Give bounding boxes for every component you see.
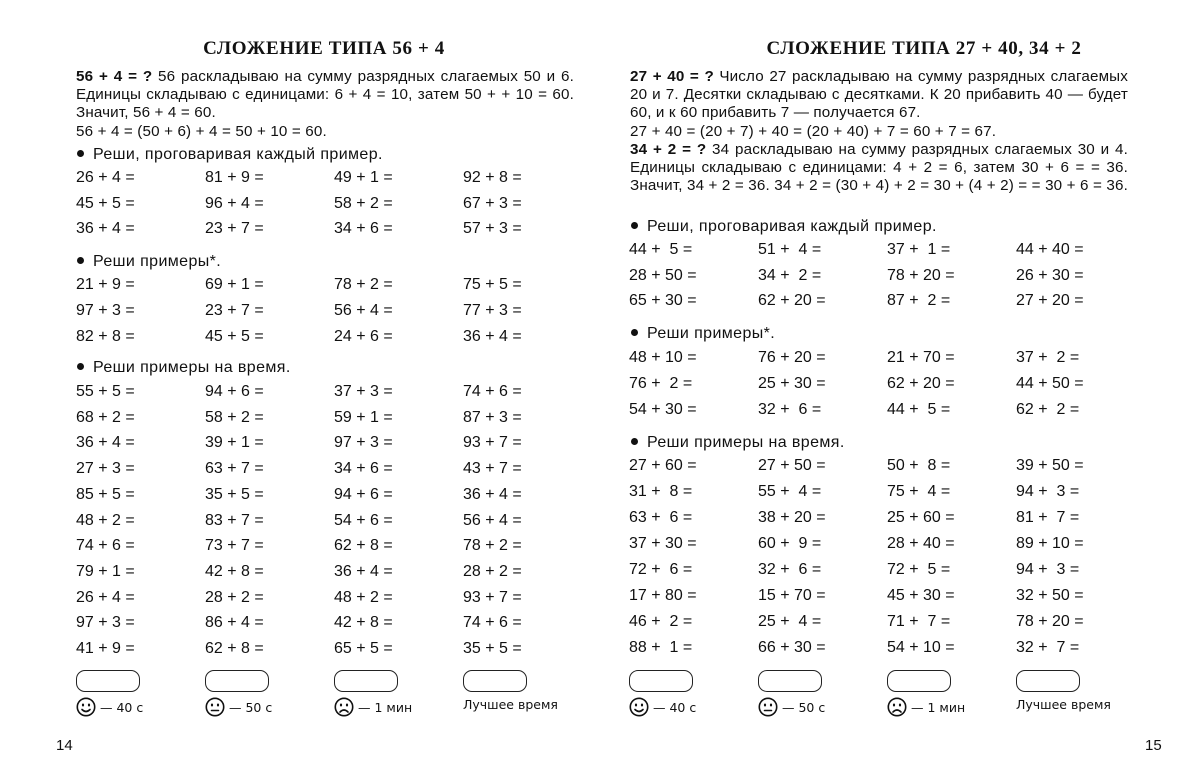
- exercise: 27 + 50 =: [758, 457, 826, 474]
- exercise: 93 + 7 =: [463, 588, 522, 606]
- exercise-row: [600, 267, 1200, 291]
- exercise: 75 + 5 =: [463, 276, 522, 293]
- time-record-box[interactable]: [205, 670, 269, 692]
- exercise: 96 + 4 =: [205, 194, 264, 212]
- task-heading: [77, 253, 221, 271]
- exercise-row: [0, 302, 600, 326]
- exercise: 21 + 9 =: [76, 276, 135, 293]
- exercise: 67 + 3 =: [463, 194, 522, 212]
- time-record-box[interactable]: [463, 670, 527, 692]
- exercise: 32 + 6 =: [758, 561, 822, 578]
- exercise: 36 + 4 =: [463, 328, 522, 345]
- exercise: 32 + 6 =: [758, 401, 822, 418]
- exercise: 45 + 30 =: [887, 587, 955, 604]
- exercise: 23 + 7 =: [205, 220, 264, 237]
- page-right: [600, 0, 1200, 778]
- exercise: 36 + 4 =: [76, 220, 135, 237]
- exercise: 62 + 8 =: [334, 537, 393, 555]
- intro-paragraph: [630, 141, 1128, 196]
- exercise-row: [0, 434, 600, 458]
- exercise-row: [0, 589, 600, 613]
- exercise-row: [600, 401, 1200, 425]
- exercise: 94 + 3 =: [1016, 483, 1080, 500]
- smiley-neutral-icon: [205, 697, 229, 717]
- exercise: 36 + 4 =: [76, 434, 135, 452]
- intro-paragraph: [630, 68, 1128, 123]
- exercise: 78 + 20 =: [887, 266, 955, 284]
- exercise: 63 + 6 =: [629, 509, 693, 526]
- example-expression: 56 + 4 = ?: [76, 68, 153, 85]
- exercise: 73 + 7 =: [205, 537, 264, 555]
- exercise: 97 + 3 =: [76, 614, 135, 632]
- time-legend-label: — 50 с: [782, 699, 826, 715]
- exercise: 21 + 70 =: [887, 349, 955, 366]
- time-legend: [887, 697, 965, 717]
- intro-paragraph: [76, 68, 574, 123]
- exercise: 72 + 5 =: [887, 561, 951, 578]
- exercise-row: [0, 276, 600, 300]
- time-record-box[interactable]: [334, 670, 398, 692]
- exercise: 85 + 5 =: [76, 485, 135, 503]
- time-legend: [1016, 697, 1111, 712]
- exercise: 28 + 2 =: [205, 588, 264, 606]
- task-heading: [77, 359, 291, 377]
- intro-paragraph: [630, 123, 1128, 141]
- time-legend-label: — 50 с: [229, 699, 273, 715]
- exercise: 97 + 3 =: [76, 302, 135, 319]
- explanation-text: 56 + 4 = (50 + 6) + 4 = 50 + 10 = 60.: [76, 122, 327, 140]
- exercise: 55 + 5 =: [76, 383, 135, 400]
- exercise: 54 + 10 =: [887, 639, 955, 656]
- exercise: 59 + 1 =: [334, 408, 393, 426]
- bullet-icon: [631, 222, 638, 229]
- intro-paragraph: [76, 123, 574, 141]
- exercise: 65 + 5 =: [334, 640, 393, 657]
- exercise: 62 + 20 =: [758, 292, 826, 309]
- exercise: 87 + 3 =: [463, 408, 522, 426]
- exercise: 83 + 7 =: [205, 511, 264, 529]
- exercise-row: [0, 640, 600, 664]
- exercise: 79 + 1 =: [76, 562, 135, 580]
- task-heading: [631, 434, 845, 452]
- time-legend-label: — 1 мин: [358, 699, 413, 715]
- time-legend: [76, 697, 143, 717]
- time-record-box[interactable]: [887, 670, 951, 692]
- example-expression: 34 + 2 = ?: [630, 140, 707, 158]
- time-legend: [463, 697, 558, 712]
- exercise: 27 + 20 =: [1016, 292, 1084, 309]
- page-number: 14: [56, 737, 73, 754]
- exercise-row: [600, 639, 1200, 663]
- explanation-text: 27 + 40 = (20 + 7) + 40 = (20 + 40) + 7 = 60 + 7 = 67.: [630, 122, 997, 140]
- exercise: 81 + 7 =: [1016, 509, 1080, 526]
- page-number: 15: [1145, 737, 1162, 754]
- exercise: 15 + 70 =: [758, 587, 826, 604]
- smiley-sad-icon: [334, 697, 358, 717]
- exercise: 68 + 2 =: [76, 408, 135, 426]
- exercise-row: [0, 169, 600, 193]
- exercise: 27 + 60 =: [629, 457, 697, 474]
- exercise: 26 + 30 =: [1016, 266, 1084, 284]
- task-heading: [77, 146, 383, 164]
- exercise: 62 + 20 =: [887, 375, 955, 392]
- exercise: 34 + 2 =: [758, 266, 822, 284]
- exercise: 60 + 9 =: [758, 535, 822, 552]
- exercise: 37 + 2 =: [1016, 349, 1080, 366]
- time-legend: [205, 697, 272, 717]
- exercise: 17 + 80 =: [629, 587, 697, 604]
- exercise: 94 + 6 =: [334, 485, 393, 503]
- exercise: 81 + 9 =: [205, 169, 264, 186]
- task-heading-label: Реши примеры*.: [93, 253, 222, 270]
- exercise-row: [0, 512, 600, 536]
- exercise: 63 + 7 =: [205, 460, 264, 478]
- exercise: 94 + 3 =: [1016, 561, 1080, 578]
- page-title: СЛОЖЕНИЕ ТИПА 56 + 4: [203, 38, 445, 59]
- exercise: 32 + 50 =: [1016, 587, 1084, 604]
- exercise: 41 + 9 =: [76, 640, 135, 657]
- exercise-row: [600, 375, 1200, 399]
- time-legend-label: — 40 с: [100, 699, 144, 715]
- time-legend-label: — 1 мин: [911, 699, 966, 715]
- intro-explanation: [76, 68, 574, 141]
- exercise: 39 + 50 =: [1016, 457, 1084, 474]
- exercise: 54 + 30 =: [629, 401, 697, 418]
- exercise: 42 + 8 =: [334, 614, 393, 632]
- exercise: 51 + 4 =: [758, 241, 822, 258]
- exercise: 31 + 8 =: [629, 483, 693, 500]
- bullet-icon: [77, 257, 84, 264]
- time-record-box[interactable]: [629, 670, 693, 692]
- exercise: 42 + 8 =: [205, 562, 264, 580]
- task-heading-label: Реши примеры*.: [647, 325, 776, 342]
- exercise-row: [0, 486, 600, 510]
- exercise: 71 + 7 =: [887, 613, 951, 630]
- smiley-happy-icon: [76, 697, 100, 717]
- exercise: 37 + 30 =: [629, 535, 697, 552]
- exercise-row: [0, 195, 600, 219]
- exercise: 94 + 6 =: [205, 383, 264, 400]
- exercise-row: [0, 614, 600, 638]
- exercise: 28 + 40 =: [887, 535, 955, 552]
- exercise: 34 + 6 =: [334, 460, 393, 478]
- exercise: 97 + 3 =: [334, 434, 393, 452]
- example-expression: 27 + 40 = ?: [630, 68, 714, 85]
- exercise: 28 + 2 =: [463, 562, 522, 580]
- bullet-icon: [77, 150, 84, 157]
- exercise: 25 + 30 =: [758, 375, 826, 392]
- exercise: 58 + 2 =: [334, 194, 393, 212]
- exercise: 88 + 1 =: [629, 639, 693, 656]
- smiley-sad-icon: [887, 697, 911, 717]
- exercise: 44 + 40 =: [1016, 241, 1084, 258]
- exercise: 48 + 10 =: [629, 349, 697, 366]
- exercise-row: [600, 509, 1200, 533]
- explanation-text: Число 27 раскладываю на сумму разрядных слагаемых 20 и 7. Десятки складываю с десятками. К 20 прибавить 40 — будет 60, и к 60 прибавить 7 — получается 67.: [630, 68, 1128, 122]
- task-heading-label: Реши примеры на время.: [93, 359, 291, 376]
- exercise: 93 + 7 =: [463, 434, 522, 452]
- exercise-row: [600, 613, 1200, 637]
- exercise-row: [600, 241, 1200, 265]
- exercise: 78 + 2 =: [334, 276, 393, 293]
- exercise-row: [600, 292, 1200, 316]
- task-heading-label: Реши, проговаривая каждый пример.: [647, 218, 937, 235]
- exercise: 78 + 20 =: [1016, 613, 1084, 630]
- exercise: 38 + 20 =: [758, 509, 826, 526]
- exercise: 25 + 4 =: [758, 613, 822, 630]
- time-legend: [758, 697, 825, 717]
- time-record-box[interactable]: [1016, 670, 1080, 692]
- exercise-row: [0, 563, 600, 587]
- exercise: 48 + 2 =: [334, 588, 393, 606]
- exercise-row: [0, 460, 600, 484]
- exercise: 45 + 5 =: [76, 194, 135, 212]
- exercise: 66 + 30 =: [758, 639, 826, 656]
- time-record-box[interactable]: [758, 670, 822, 692]
- bullet-icon: [631, 329, 638, 336]
- task-heading-label: Реши примеры на время.: [647, 434, 845, 451]
- exercise: 23 + 7 =: [205, 302, 264, 319]
- exercise-row: [600, 483, 1200, 507]
- exercise: 49 + 1 =: [334, 169, 393, 186]
- explanation-text: 56 раскладываю на сумму разрядных слагаемых 50 и 6. Единицы складываю с единицами: 6 + 4 = 10, затем 50 + + 10 = 60. Значит, 56 + 4 = 60.: [76, 68, 575, 122]
- exercise: 72 + 6 =: [629, 561, 693, 578]
- exercise: 50 + 8 =: [887, 457, 951, 474]
- time-legend: [629, 697, 696, 717]
- exercise: 44 + 5 =: [887, 401, 951, 418]
- exercise: 74 + 6 =: [463, 614, 522, 632]
- exercise: 44 + 50 =: [1016, 375, 1084, 392]
- time-legend-label: Лучшее время: [463, 697, 558, 712]
- time-legend: [334, 697, 412, 717]
- exercise: 76 + 2 =: [629, 375, 693, 392]
- intro-explanation: [630, 68, 1128, 195]
- exercise: 77 + 3 =: [463, 302, 522, 319]
- exercise: 92 + 8 =: [463, 169, 522, 186]
- exercise: 82 + 8 =: [76, 328, 135, 345]
- exercise: 55 + 4 =: [758, 483, 822, 500]
- exercise: 78 + 2 =: [463, 537, 522, 555]
- exercise: 26 + 4 =: [76, 588, 135, 606]
- page-title: СЛОЖЕНИЕ ТИПА 27 + 40, 34 + 2: [766, 38, 1082, 59]
- task-heading: [631, 325, 775, 343]
- exercise: 74 + 6 =: [463, 383, 522, 400]
- exercise: 36 + 4 =: [334, 562, 393, 580]
- exercise-row: [0, 537, 600, 561]
- exercise: 35 + 5 =: [463, 640, 522, 657]
- exercise: 27 + 3 =: [76, 460, 135, 478]
- exercise: 36 + 4 =: [463, 485, 522, 503]
- exercise: 24 + 6 =: [334, 328, 393, 345]
- time-legend-label: — 40 с: [653, 699, 697, 715]
- exercise: 76 + 20 =: [758, 349, 826, 366]
- exercise: 69 + 1 =: [205, 276, 264, 293]
- exercise: 46 + 2 =: [629, 613, 693, 630]
- exercise-row: [0, 409, 600, 433]
- exercise: 87 + 2 =: [887, 292, 951, 309]
- time-record-box[interactable]: [76, 670, 140, 692]
- exercise-row: [0, 220, 600, 244]
- task-heading-label: Реши, проговаривая каждый пример.: [93, 146, 383, 163]
- exercise: 44 + 5 =: [629, 241, 693, 258]
- exercise-row: [600, 535, 1200, 559]
- exercise: 26 + 4 =: [76, 169, 135, 186]
- time-legend-label: Лучшее время: [1016, 697, 1111, 712]
- exercise: 86 + 4 =: [205, 614, 264, 632]
- exercise: 35 + 5 =: [205, 485, 264, 503]
- exercise: 37 + 1 =: [887, 241, 951, 258]
- exercise-row: [0, 328, 600, 352]
- exercise: 56 + 4 =: [463, 511, 522, 529]
- exercise: 89 + 10 =: [1016, 535, 1084, 552]
- smiley-happy-icon: [629, 697, 653, 717]
- exercise: 39 + 1 =: [205, 434, 264, 452]
- exercise-row: [600, 457, 1200, 481]
- exercise: 54 + 6 =: [334, 511, 393, 529]
- exercise-row: [600, 349, 1200, 373]
- exercise: 75 + 4 =: [887, 483, 951, 500]
- exercise: 25 + 60 =: [887, 509, 955, 526]
- exercise-row: [600, 561, 1200, 585]
- bullet-icon: [631, 438, 638, 445]
- exercise: 45 + 5 =: [205, 328, 264, 345]
- exercise: 32 + 7 =: [1016, 639, 1080, 656]
- exercise: 48 + 2 =: [76, 511, 135, 529]
- exercise: 34 + 6 =: [334, 220, 393, 237]
- exercise: 62 + 8 =: [205, 640, 264, 657]
- exercise: 28 + 50 =: [629, 266, 697, 284]
- task-heading: [631, 218, 937, 236]
- exercise: 37 + 3 =: [334, 383, 393, 400]
- exercise: 56 + 4 =: [334, 302, 393, 319]
- exercise-row: [0, 383, 600, 407]
- smiley-neutral-icon: [758, 697, 782, 717]
- exercise: 65 + 30 =: [629, 292, 697, 309]
- exercise-row: [600, 587, 1200, 611]
- exercise: 74 + 6 =: [76, 537, 135, 555]
- exercise: 43 + 7 =: [463, 460, 522, 478]
- exercise: 62 + 2 =: [1016, 401, 1080, 418]
- bullet-icon: [77, 363, 84, 370]
- exercise: 58 + 2 =: [205, 408, 264, 426]
- exercise: 57 + 3 =: [463, 220, 522, 237]
- explanation-text: 34 раскладываю на сумму разрядных слагаемых 30 и 4. Единицы складываю с единицами: 4 + 2 = 6, затем 30 + 6 = = 36. Значит, 34 + 2 = 36. 34 + 2 = (30 + 4) + 2 = 30 + (4 + 2) = = 30 + 6 = 36.: [630, 140, 1129, 195]
